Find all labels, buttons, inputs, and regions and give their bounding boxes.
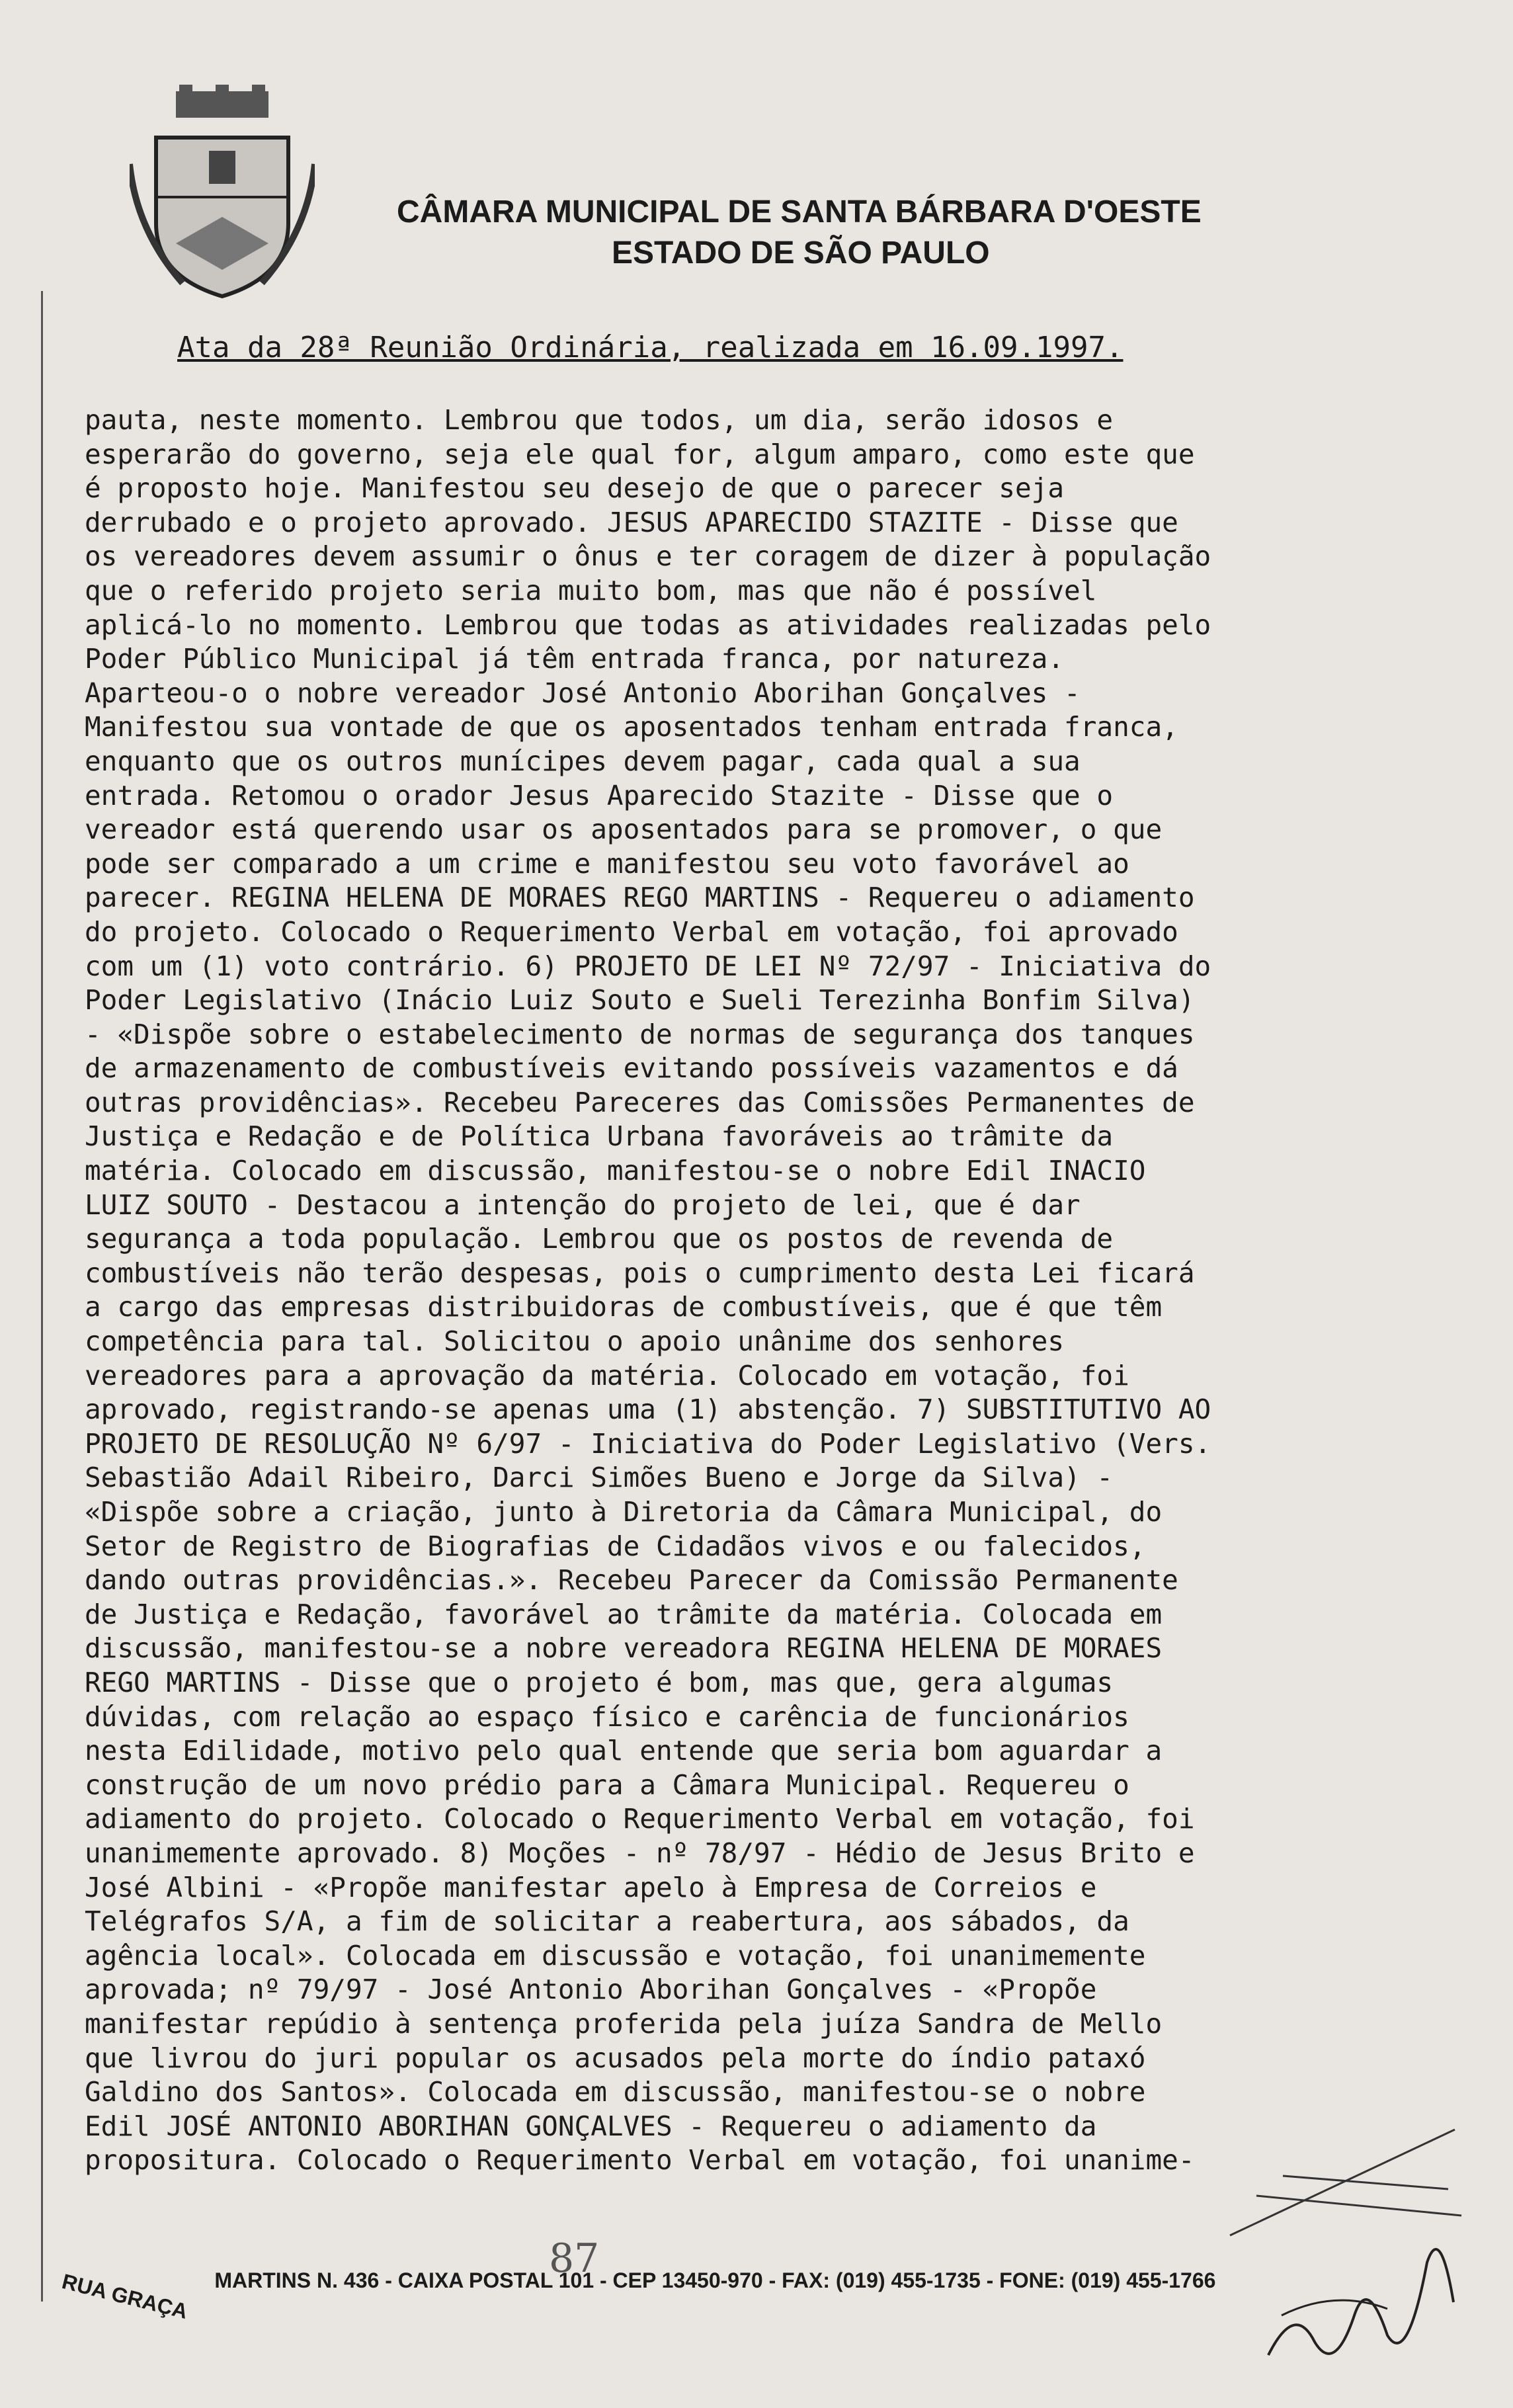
body-line: propositura. Colocado o Requerimento Verbal em votação, foi unanime- xyxy=(85,2144,1195,2177)
body-line: construção de um novo prédio para a Câmara Municipal. Requereu o xyxy=(85,1768,1129,1801)
left-margin-rule xyxy=(41,291,43,2302)
institution-name: CÂMARA MUNICIPAL DE SANTA BÁRBARA D'OESTE xyxy=(397,194,1202,229)
body-line: nesta Edilidade, motivo pelo qual entende que seria bom aguardar a xyxy=(85,1735,1163,1767)
handwritten-signature xyxy=(1255,2183,1473,2382)
body-line: Sebastião Adail Ribeiro, Darci Simões Bueno e Jorge da Silva) - xyxy=(85,1462,1114,1494)
body-line: enquanto que os outros munícipes devem pagar, cada qual a sua xyxy=(85,745,1081,777)
footer-contact: MARTINS N. 436 - CAIXA POSTAL 101 - CEP 13450-970 - FAX: (019) 455-1735 - FONE: (019) 455-1766 xyxy=(214,2268,1216,2292)
body-line: que livrou do juri popular os acusados pela morte do índio pataxó xyxy=(85,2042,1146,2074)
body-line: do projeto. Colocado o Requerimento Verbal em votação, foi aprovado xyxy=(85,915,1178,948)
body-line: outras providências». Recebeu Pareceres das Comissões Permanentes de xyxy=(85,1086,1195,1118)
body-line: derrubado e o projeto aprovado. JESUS APARECIDO STAZITE - Disse que xyxy=(85,506,1178,538)
body-line: é proposto hoje. Manifestou seu desejo de que o parecer seja xyxy=(85,472,1065,505)
body-line: matéria. Colocado em discussão, manifestou-se o nobre Edil INACIO xyxy=(85,1155,1146,1187)
body-line: aplicá-lo no momento. Lembrou que todas as atividades realizadas pelo xyxy=(85,608,1211,641)
body-line: PROJETO DE RESOLUÇÃO Nº 6/97 - Iniciativa do Poder Legislativo (Vers. xyxy=(85,1427,1211,1460)
body-line: segurança a toda população. Lembrou que os postos de revenda de xyxy=(85,1223,1114,1255)
body-line: aprovada; nº 79/97 - José Antonio Aborihan Gonçalves - «Propõe xyxy=(85,1973,1097,2006)
body-line: a cargo das empresas distribuidoras de combustíveis, que é que têm xyxy=(85,1291,1163,1323)
body-line: adiamento do projeto. Colocado o Requerimento Verbal em votação, foi xyxy=(85,1803,1195,1835)
body-line: que o referido projeto seria muito bom, mas que não é possível xyxy=(85,574,1097,606)
body-line: Manifestou sua vontade de que os aposentados tenham entrada franca, xyxy=(85,711,1178,743)
body-line: pode ser comparado a um crime e manifestou seu voto favorável ao xyxy=(85,847,1129,880)
body-line: aprovado, registrando-se apenas uma (1) abstenção. 7) SUBSTITUTIVO AO xyxy=(85,1393,1211,1426)
body-line: vereadores para a aprovação da matéria. Colocado em votação, foi xyxy=(85,1359,1129,1391)
body-line: agência local». Colocada em discussão e votação, foi unanimemente xyxy=(85,1939,1146,1972)
institution-state: ESTADO DE SÃO PAULO xyxy=(612,235,990,270)
institution-header xyxy=(397,192,1256,274)
body-line: vereador está querendo usar os aposentados para se promover, o que xyxy=(85,813,1163,846)
body-line: esperarão do governo, seja ele qual for, algum amparo, como este que xyxy=(85,438,1195,470)
body-line: com um (1) voto contrário. 6) PROJETO DE LEI Nº 72/97 - Iniciativa do xyxy=(85,950,1211,982)
address-footer xyxy=(60,2268,1448,2324)
body-line: parecer. REGINA HELENA DE MORAES REGO MARTINS - Requereu o adiamento xyxy=(85,882,1195,914)
body-line: Poder Público Municipal já têm entrada franca, por natureza. xyxy=(85,643,1065,675)
body-line: os vereadores devem assumir o ônus e ter coragem de dizer à população xyxy=(85,540,1211,573)
body-line: Poder Legislativo (Inácio Luiz Souto e Sueli Terezinha Bonfim Silva) xyxy=(85,984,1195,1017)
municipal-crest-logo xyxy=(130,85,315,310)
body-line: competência para tal. Solicitou o apoio unânime dos senhores xyxy=(85,1325,1065,1358)
body-line: dando outras providências.». Recebeu Parecer da Comissão Permanente xyxy=(85,1564,1178,1597)
body-line: Aparteou-o o nobre vereador José Antonio Aborihan Gonçalves - xyxy=(85,677,1081,709)
document-heading: Ata da 28ª Reunião Ordinária, realizada em 16.09.1997. xyxy=(177,331,1124,364)
body-line: Galdino dos Santos». Colocada em discussão, manifestou-se o nobre xyxy=(85,2076,1146,2108)
body-line: LUIZ SOUTO - Destacou a intenção do projeto de lei, que é dar xyxy=(85,1188,1081,1221)
body-line: José Albini - «Propõe manifestar apelo à Empresa de Correios e xyxy=(85,1871,1097,1903)
body-line: - «Dispõe sobre o estabelecimento de normas de segurança dos tanques xyxy=(85,1018,1195,1050)
minutes-body xyxy=(85,403,1414,2178)
body-line: entrada. Retomou o orador Jesus Aparecido Stazite - Disse que o xyxy=(85,779,1114,811)
body-line: manifestar repúdio à sentença proferida pela juíza Sandra de Mello xyxy=(85,2007,1163,2040)
body-line: de armazenamento de combustíveis evitando possíveis vazamentos e dá xyxy=(85,1052,1178,1085)
body-line: unanimemente aprovado. 8) Moções - nº 78/97 - Hédio de Jesus Brito e xyxy=(85,1837,1195,1869)
body-line: combustíveis não terão despesas, pois o cumprimento desta Lei ficará xyxy=(85,1257,1195,1289)
body-line: pauta, neste momento. Lembrou que todos, um dia, serão idosos e xyxy=(85,404,1114,436)
body-line: «Dispõe sobre a criação, junto à Diretoria da Câmara Municipal, do xyxy=(85,1496,1163,1528)
body-line: discussão, manifestou-se a nobre vereadora REGINA HELENA DE MORAES xyxy=(85,1632,1163,1665)
body-line: de Justiça e Redação, favorável ao trâmite da matéria. Colocada em xyxy=(85,1598,1163,1630)
body-line: REGO MARTINS - Disse que o projeto é bom, mas que, gera algumas xyxy=(85,1666,1114,1698)
handwritten-page-number: 87 xyxy=(549,2235,600,2282)
body-line: Telégrafos S/A, a fim de solicitar a reabertura, aos sábados, da xyxy=(85,1905,1129,1938)
body-line: Setor de Registro de Biografias de Cidadãos vivos e ou falecidos, xyxy=(85,1530,1146,1562)
body-line: Justiça e Redação e de Política Urbana favoráveis ao trâmite da xyxy=(85,1120,1114,1153)
body-line: dúvidas, com relação ao espaço físico e carência de funcionários xyxy=(85,1700,1129,1733)
body-line: Edil JOSÉ ANTONIO ABORIHAN GONÇALVES - Requereu o adiamento da xyxy=(85,2110,1097,2142)
footer-street: RUA GRAÇA xyxy=(60,2269,190,2324)
